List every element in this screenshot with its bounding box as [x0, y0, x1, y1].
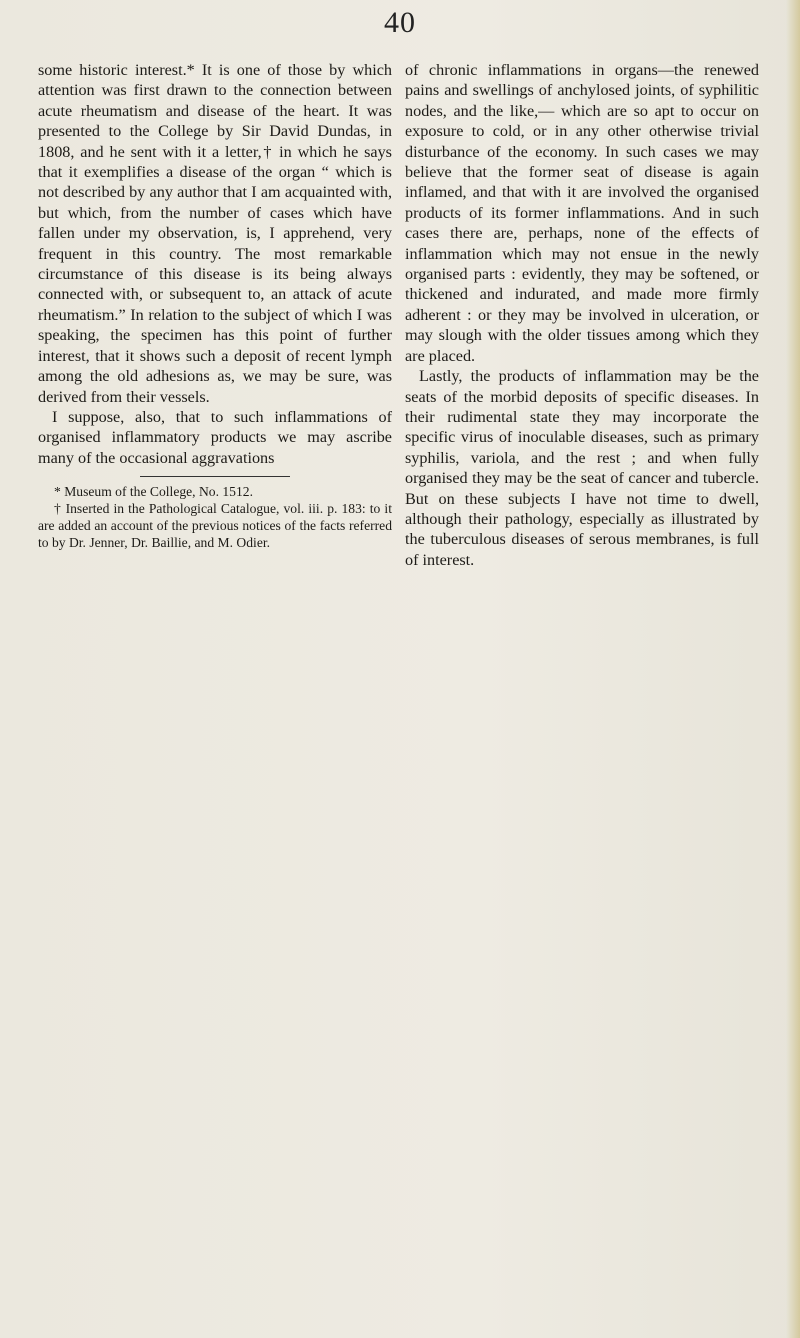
paragraph: Lastly, the products of inflammation may be the seats of the morbid deposits of specific diseases. In their rudimental state they may incorporate the specific virus of inoculable diseases, such as primary syphilis, variola, and the rest ; and when fully organised they may be the seat of cancer and tubercle. But on these subjects I have not time to dwell, although their pathology, especially as illustrated by the tuberculous diseases of serous membranes, is full of interest. [405, 367, 759, 569]
footnote: † Inserted in the Pathological Catalogue, vol. iii. p. 183: to it are added an account of the previous notices of the facts referred to by Dr. Jenner, Dr. Baillie, and M. Odier. [38, 501, 392, 551]
page-number: 40 [384, 6, 416, 39]
paragraph: some historic interest.* It is one of those by which attention was first drawn to the connection between acute rheumatism and disease of the heart. It was presented to the College by Sir David Dundas, in 1808, and he sent with it a letter,† in which he says that it exemplifies a disease of the organ “ which is not described by any author that I am acquainted with, but which, from the number of cases which have fallen under my observation, is, I apprehend, very frequent in this country. The most remarkable circumstance of this disease is its being always connected with, or subsequent to, an attack of acute rheumatism.” In relation to the subject of which I was speaking, the specimen has this point of further interest, that it shows such a deposit of recent lymph among the old adhesions as, we may be sure, was derived from their vessels. [38, 61, 392, 406]
page-edge-shading [786, 0, 800, 1338]
left-column [38, 60, 392, 551]
paragraph: of chronic inflammations in organs—the renewed pains and swellings of anchylosed joints, of syphilitic nodes, and the like,— which are so apt to occur on exposure to cold, or in any other otherwise trivial disturbance of the economy. In such cases we may believe that the former seat of disease is again inflamed, and that with it are involved the organised products of its former inflammations. And in such cases there are, perhaps, none of the effects of inflammation which may not ensue in the newly organised parts : evidently, they may be softened, or thickened and indurated, and made more firmly adherent : or they may be involved in ulceration, or may slough with the older tissues among which they are placed. [405, 61, 759, 365]
footnote-divider [140, 476, 290, 477]
paragraph: I suppose, also, that to such inflammations of organised inflammatory products we may ascribe many of the occasional aggravations [38, 407, 392, 467]
right-column [405, 60, 759, 570]
footnote: * Museum of the College, No. 1512. [54, 484, 253, 500]
